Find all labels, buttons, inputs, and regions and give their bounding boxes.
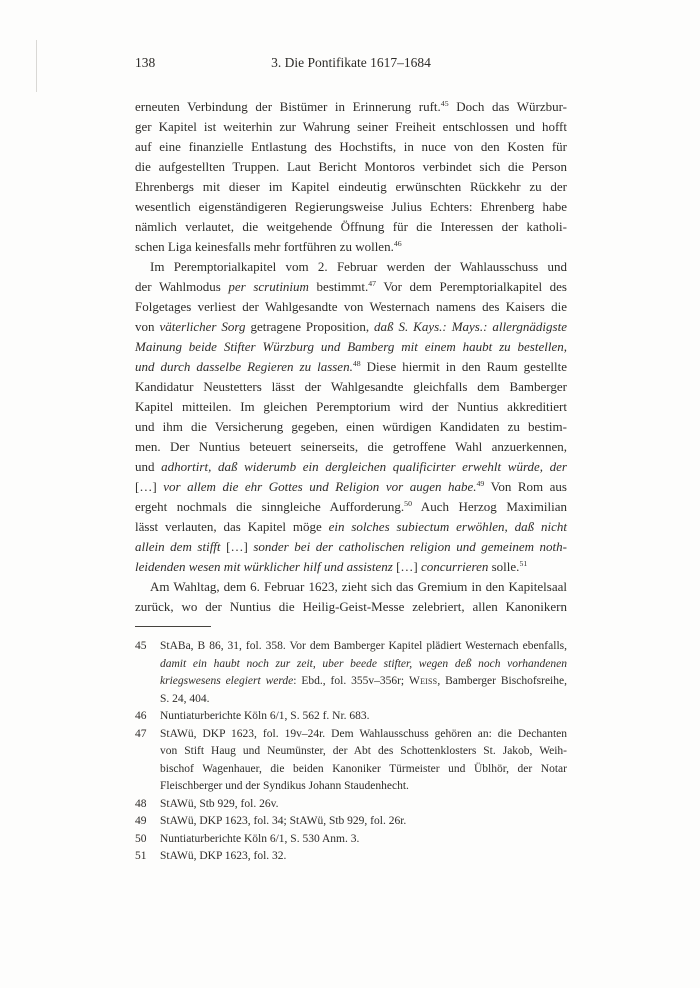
text-run: Vor dem Peremptorialkapitel des — [376, 279, 567, 294]
running-title: 3. Die Pontifikate 1617–1684 — [271, 55, 431, 70]
footnote-ref: 50 — [404, 499, 412, 509]
paragraph — [135, 257, 567, 577]
text-run: Diese hiermit in den Raum gestellte — [360, 359, 567, 374]
footnote-text — [160, 813, 567, 831]
italic-text: daß S. Kays.: Mays.: allergnädigste — [374, 319, 567, 334]
italic-text: concurrieren — [420, 559, 489, 574]
text-run: StAWü, DKP 1623, fol. 32. — [160, 850, 287, 862]
text-line — [135, 97, 567, 117]
italic-text: adhortirt, daß widerumb ein dergleichen qualificirter erwehlt würde, der — [161, 459, 567, 474]
text-run: auf eine finanzielle Entlastung des Hochstifts, in nuce von den Kosten für — [135, 139, 567, 154]
text-run: Folgetages verliest der Wahlgesandte von Westernach namens des Kaisers die — [135, 299, 567, 314]
text-run: Kapitel mitteilen. Im gleichen Peremptorium wird der Nuntius akkreditiert — [135, 399, 567, 414]
text-run: zurück, wo der Nuntius die Heilig-Geist-Messe zelebriert, allen Kanonikern — [135, 599, 567, 614]
footnote-separator — [135, 626, 211, 627]
footnotes — [135, 638, 567, 866]
text-run: schen Liga keinesfalls mehr fortführen zu wollen. — [135, 239, 394, 254]
footnote-number: 49 — [135, 815, 147, 827]
text-line — [160, 743, 567, 761]
footnote-ref: 48 — [352, 359, 361, 369]
footnote — [135, 708, 567, 726]
footnote-text — [160, 831, 567, 849]
text-line — [135, 597, 567, 617]
text-run: S. 24, 404. — [160, 692, 210, 705]
text-line — [135, 517, 567, 537]
text-line — [160, 673, 567, 691]
text-run: Fleischberger und der Syndikus Johann Staudenhecht. — [160, 780, 409, 792]
text-line — [150, 577, 567, 597]
text-run: nämlich verlautet, die weitgehende Öffnung für die Interessen der katholi- — [135, 219, 567, 234]
text-run: […] — [226, 539, 254, 554]
text-run: Am Wahltag, dem 6. Februar 1623, zieht sich das Gremium in den Kapitelsaal — [150, 579, 567, 594]
italic-text: väterlicher Sorg — [159, 319, 246, 334]
text-line — [135, 157, 567, 177]
footnote-ref: 45 — [440, 99, 449, 109]
footnote-text — [160, 638, 567, 708]
text-run: lässt verlauten, das Kapitel möge — [135, 519, 329, 534]
page-number: 138 — [135, 55, 156, 70]
text-run: von Stift Haug und Neumünster, der Abt des Schottenklosters St. Jakob, Weih- — [160, 745, 567, 757]
text-run: StAWü, DKP 1623, fol. 19v–24r. Dem Wahlausschuss gehören an: die Dechanten — [160, 727, 567, 740]
text-line — [135, 337, 567, 357]
text-line — [135, 297, 567, 317]
footnote — [135, 831, 567, 849]
text-line — [135, 317, 567, 337]
text-run: […] — [396, 559, 421, 574]
text-run: die aufgestellten Truppen. Laut Bericht Montoros verbindet sich die Person — [135, 159, 567, 174]
paragraph — [135, 97, 567, 257]
footnote-number: 46 — [135, 710, 147, 722]
text-run: Ehrenbergs mit dieser im Kapitel eindeutig erwünschten Rückkehr zu der — [135, 179, 567, 194]
smallcaps-author: Weiss — [409, 675, 438, 687]
footnote — [135, 813, 567, 831]
text-line — [135, 137, 567, 157]
text-line — [135, 417, 567, 437]
text-line — [160, 848, 286, 866]
text-line — [135, 437, 567, 457]
text-line — [135, 557, 527, 577]
text-run: solle. — [488, 559, 520, 574]
italic-text: damit ein haubt noch zur zeit, uber beede stifter, wegen deß noch vorhandenen — [160, 657, 567, 670]
footnote-text — [160, 708, 567, 726]
footnote-ref: 47 — [368, 279, 376, 289]
footnote — [135, 796, 567, 814]
footnote — [135, 638, 567, 708]
italic-text: allein dem stifft — [135, 539, 227, 554]
text-line — [160, 691, 210, 709]
text-run: , Bamberger Bischofsreihe, — [437, 675, 567, 687]
text-line — [135, 217, 567, 237]
text-run: ger Kapitel ist weiterhin zur Wahrung seiner Freiheit entschlossen und hofft — [135, 119, 567, 134]
text-line — [135, 237, 402, 257]
text-run: Nuntiaturberichte Köln 6/1, S. 562 f. Nr. 683. — [160, 710, 370, 722]
footnote-number: 45 — [135, 640, 147, 652]
body-text — [135, 97, 567, 617]
text-line — [160, 813, 406, 831]
text-run: getragene Proposition, — [245, 319, 375, 334]
text-run: erneuten Verbindung der Bistümer in Erinnerung ruft. — [135, 99, 441, 114]
text-line — [160, 708, 370, 726]
italic-text: ein solches subiectum erwöhlen, daß nicht — [328, 519, 567, 534]
text-line — [135, 497, 567, 517]
text-line — [160, 796, 278, 814]
footnote-text — [160, 796, 567, 814]
footnote-number: 51 — [135, 850, 147, 862]
paragraph — [135, 577, 567, 617]
italic-text: per scrutinium — [228, 279, 309, 294]
footnote-ref: 46 — [393, 239, 402, 249]
text-run: men. Der Nuntius beteuert seinerseits, die getroffene Wahl anzuerkennen, — [135, 439, 567, 454]
text-run: : Ebd., fol. 355v–356r; — [293, 675, 410, 687]
text-line — [160, 761, 567, 779]
text-run: von — [135, 319, 160, 334]
text-run: Kandidatur Neustetters lässt der Wahlgesandte gleichfalls dem Bamberger — [135, 379, 567, 394]
text-line — [135, 477, 567, 497]
text-line — [135, 377, 567, 397]
scan-edge-artifact — [36, 40, 37, 92]
text-run: StAWü, Stb 929, fol. 26v. — [160, 797, 279, 810]
footnote-number: 47 — [135, 727, 147, 740]
text-line — [135, 397, 567, 417]
text-line — [135, 457, 567, 477]
footnote — [135, 726, 567, 796]
text-line — [160, 656, 567, 674]
text-line — [160, 831, 359, 849]
text-run: und ihm die Versicherung gegeben, einen würdigen Kandidaten zu bestim- — [135, 419, 567, 434]
text-line — [135, 197, 567, 217]
text-run: Nuntiaturberichte Köln 6/1, S. 530 Anm. 3. — [160, 832, 360, 845]
page-header — [135, 54, 567, 71]
text-line — [135, 277, 567, 297]
footnote — [135, 848, 567, 866]
text-run: und — [135, 459, 162, 474]
italic-text: kriegswesens elegiert werde — [160, 675, 294, 687]
text-run: ergeht nochmals die sinngleiche Aufforderung. — [135, 499, 405, 514]
text-run: Doch das Würzbur- — [448, 99, 567, 114]
text-line — [135, 177, 567, 197]
footnote-text — [160, 726, 567, 796]
text-run: bestimmt. — [308, 279, 369, 294]
text-run: […] — [135, 479, 164, 494]
text-line — [135, 117, 567, 137]
text-line — [135, 357, 567, 377]
footnote-number: 48 — [135, 797, 147, 810]
text-line — [160, 726, 567, 744]
footnote-number: 50 — [135, 832, 147, 845]
text-line — [160, 778, 409, 796]
footnote-ref: 51 — [519, 559, 528, 569]
text-line — [135, 537, 567, 557]
footnote-text — [160, 848, 567, 866]
text-run: wesentlich eigenständigeren Regierungsweise Julius Echters: Ehrenberg habe — [135, 199, 567, 214]
text-run: Von Rom aus — [484, 479, 567, 494]
text-line — [150, 257, 567, 277]
italic-text: vor allem die ehr Gottes und Religion vor augen habe. — [163, 479, 477, 494]
text-run: Im Peremptorialkapitel vom 2. Februar werden der Wahlausschuss und — [150, 259, 567, 274]
text-run: bischof Wagenhauer, die beiden Kanoniker Türmeister und Üblhör, der Notar — [160, 762, 567, 775]
text-run: StAWü, DKP 1623, fol. 34; StAWü, Stb 929, fol. 26r. — [160, 815, 407, 827]
italic-text: leidenden wesen mit würklicher hilf und assistenz — [135, 559, 397, 574]
text-run: der Wahlmodus — [135, 279, 229, 294]
italic-text: sonder bei der catholischen religion und gemeinem noth- — [253, 539, 567, 554]
text-run: StABa, B 86, 31, fol. 358. Vor dem Bamberger Kapitel plädiert Westernach ebenfalls, — [160, 640, 567, 652]
footnote-ref: 49 — [476, 479, 485, 489]
italic-text: und durch dasselbe Regieren zu lassen. — [135, 359, 353, 374]
italic-text: Mainung beide Stifter Würzburg und Bamberg mit einem haubt zu bestellen, — [135, 339, 567, 354]
text-run: Auch Herzog Maximilian — [411, 499, 567, 514]
text-line — [160, 638, 567, 656]
